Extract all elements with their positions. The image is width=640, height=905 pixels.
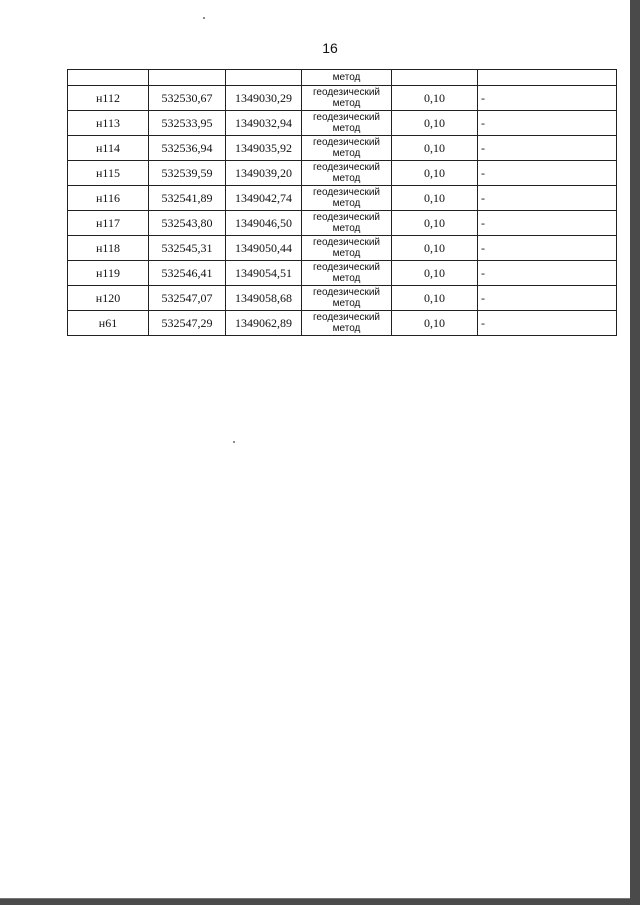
x-coordinate-cell: [149, 70, 226, 86]
note-cell: -: [478, 136, 617, 161]
note-cell: -: [478, 86, 617, 111]
page-number: 16: [322, 40, 338, 56]
method-cell: геодезический метод: [302, 136, 392, 161]
method-cell: геодезический метод: [302, 86, 392, 111]
y-coordinate-cell: [226, 70, 302, 86]
x-coordinate-cell: 532536,94: [149, 136, 226, 161]
point-cell: [68, 70, 149, 86]
note-cell: -: [478, 286, 617, 311]
method-cell: геодезический метод: [302, 111, 392, 136]
x-coordinate-cell: 532545,31: [149, 236, 226, 261]
note-cell: [478, 70, 617, 86]
y-coordinate-cell: 1349039,20: [226, 161, 302, 186]
x-coordinate-cell: 532546,41: [149, 261, 226, 286]
coordinates-table: [67, 69, 617, 336]
point-cell: н115: [68, 161, 149, 186]
accuracy-cell: 0,10: [392, 111, 478, 136]
y-coordinate-cell: 1349058,68: [226, 286, 302, 311]
method-cell: геодезический метод: [302, 311, 392, 336]
accuracy-cell: [392, 70, 478, 86]
accuracy-cell: 0,10: [392, 236, 478, 261]
y-coordinate-cell: 1349032,94: [226, 111, 302, 136]
y-coordinate-cell: 1349042,74: [226, 186, 302, 211]
method-cell: геодезический метод: [302, 261, 392, 286]
note-cell: -: [478, 186, 617, 211]
point-cell: н114: [68, 136, 149, 161]
accuracy-cell: 0,10: [392, 186, 478, 211]
table-row: [68, 86, 617, 111]
y-coordinate-cell: 1349054,51: [226, 261, 302, 286]
point-cell: н61: [68, 311, 149, 336]
method-cell: геодезический метод: [302, 286, 392, 311]
table-row: [68, 136, 617, 161]
note-cell: -: [478, 111, 617, 136]
accuracy-cell: 0,10: [392, 136, 478, 161]
table-body: [68, 70, 617, 336]
method-cell: геодезический метод: [302, 161, 392, 186]
table-row: [68, 186, 617, 211]
accuracy-cell: 0,10: [392, 211, 478, 236]
method-cell: метод: [302, 70, 392, 86]
y-coordinate-cell: 1349030,29: [226, 86, 302, 111]
table-row-continued: [68, 70, 617, 86]
point-cell: н118: [68, 236, 149, 261]
x-coordinate-cell: 532547,07: [149, 286, 226, 311]
x-coordinate-cell: 532541,89: [149, 186, 226, 211]
point-cell: н116: [68, 186, 149, 211]
x-coordinate-cell: 532543,80: [149, 211, 226, 236]
table-row: [68, 311, 617, 336]
table-row: [68, 211, 617, 236]
x-coordinate-cell: 532533,95: [149, 111, 226, 136]
table-row: [68, 261, 617, 286]
point-cell: н119: [68, 261, 149, 286]
accuracy-cell: 0,10: [392, 86, 478, 111]
accuracy-cell: 0,10: [392, 311, 478, 336]
y-coordinate-cell: 1349046,50: [226, 211, 302, 236]
y-coordinate-cell: 1349062,89: [226, 311, 302, 336]
note-cell: -: [478, 161, 617, 186]
accuracy-cell: 0,10: [392, 261, 478, 286]
accuracy-cell: 0,10: [392, 286, 478, 311]
note-cell: -: [478, 261, 617, 286]
point-cell: н113: [68, 111, 149, 136]
table-row: [68, 111, 617, 136]
x-coordinate-cell: 532539,59: [149, 161, 226, 186]
note-cell: -: [478, 236, 617, 261]
scan-speck: [233, 441, 235, 443]
point-cell: н120: [68, 286, 149, 311]
note-cell: -: [478, 211, 617, 236]
method-cell: геодезический метод: [302, 236, 392, 261]
table-row: [68, 236, 617, 261]
accuracy-cell: 0,10: [392, 161, 478, 186]
x-coordinate-cell: 532547,29: [149, 311, 226, 336]
scan-speck: [203, 17, 205, 19]
table-row: [68, 286, 617, 311]
y-coordinate-cell: 1349050,44: [226, 236, 302, 261]
table-row: [68, 161, 617, 186]
point-cell: н117: [68, 211, 149, 236]
method-cell: геодезический метод: [302, 211, 392, 236]
y-coordinate-cell: 1349035,92: [226, 136, 302, 161]
note-cell: -: [478, 311, 617, 336]
x-coordinate-cell: 532530,67: [149, 86, 226, 111]
method-cell: геодезический метод: [302, 186, 392, 211]
point-cell: н112: [68, 86, 149, 111]
